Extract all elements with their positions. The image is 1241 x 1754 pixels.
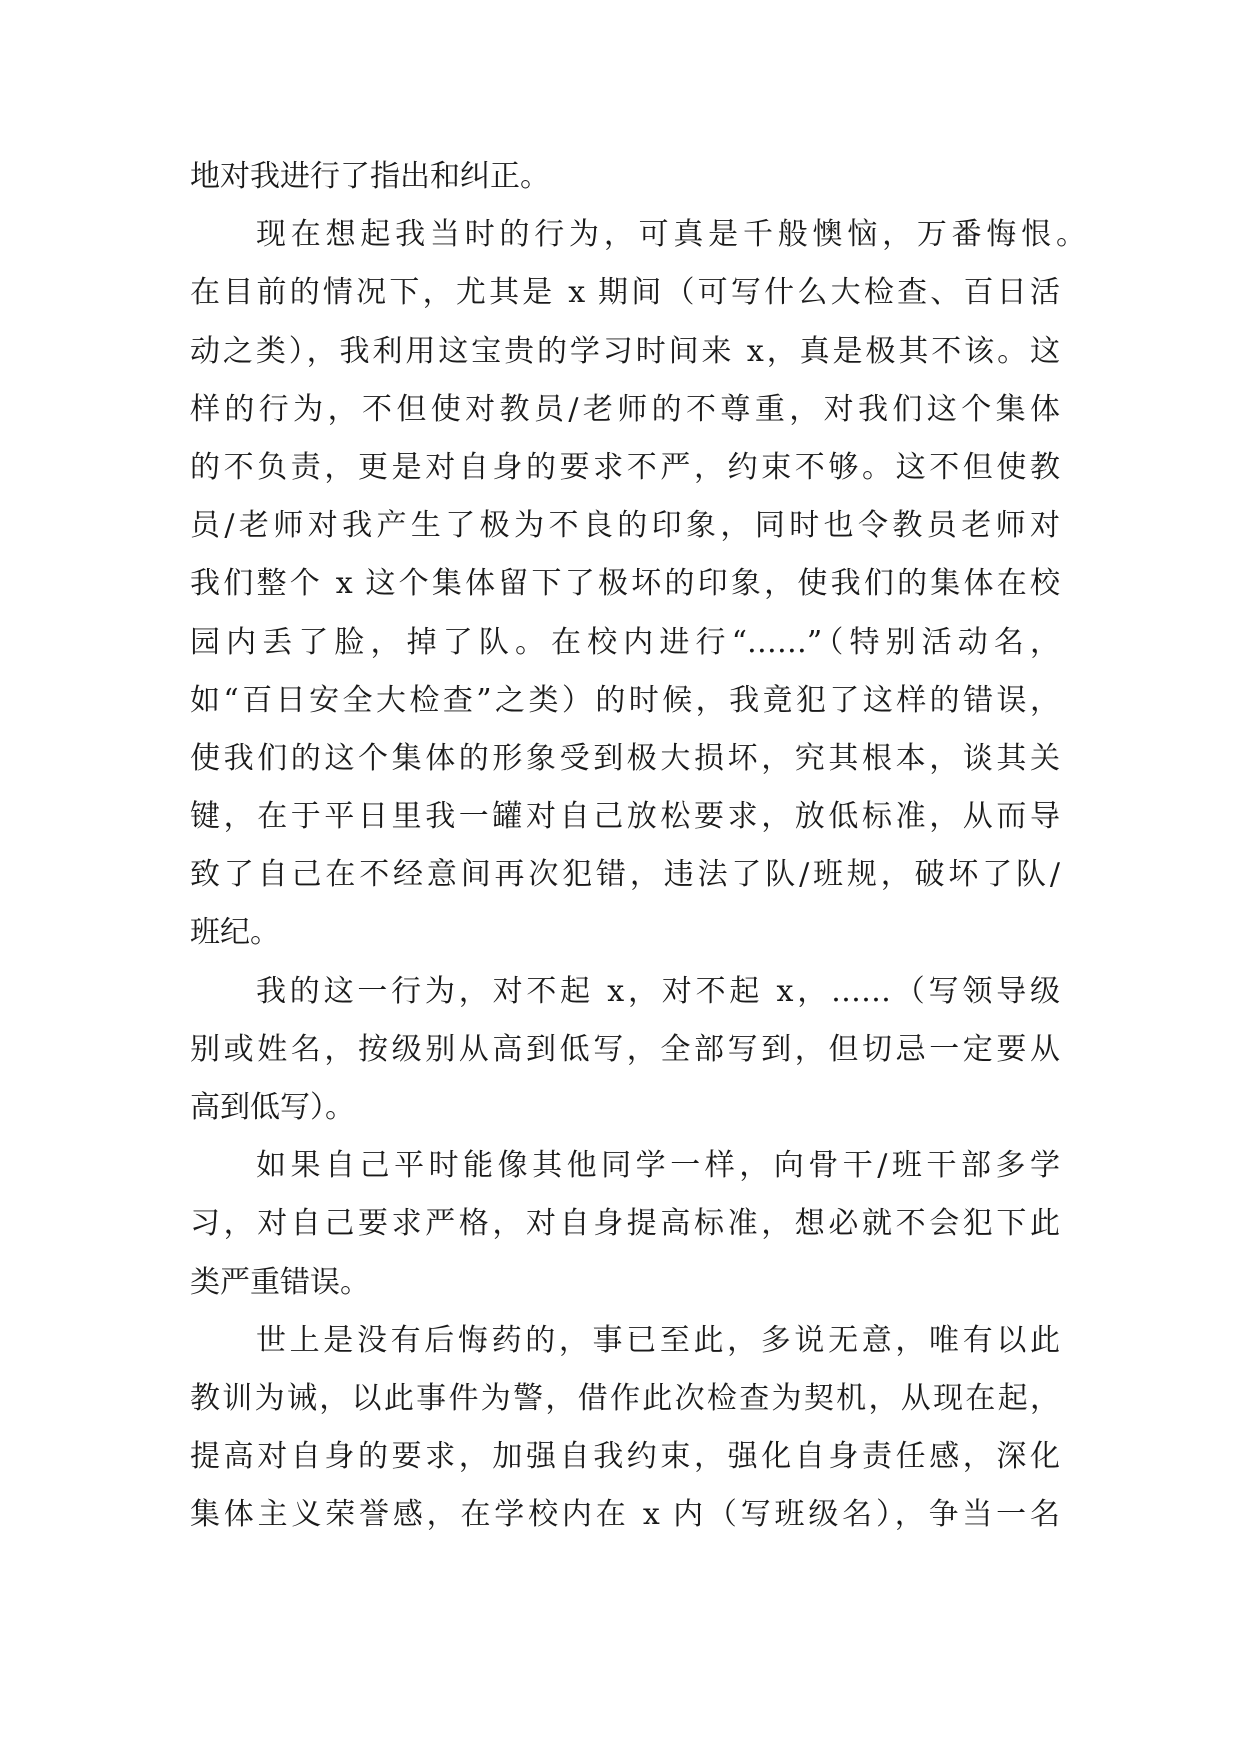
text-line: 如“百日安全大检查”之类）的时候，我竟犯了这样的错误，: [190, 682, 1060, 718]
text-line: 提高对自身的要求，加强自我约束，强化自身责任感，深化: [190, 1439, 1060, 1475]
text-line: 动之类），我利用这宝贵的学习时间来 x，真是极其不该。这: [190, 333, 1060, 369]
text-line: 地对我进行了指出和纠正。: [190, 159, 550, 194]
text-line: 使我们的这个集体的形象受到极大损坏，究其根本，谈其关: [190, 740, 1060, 776]
text-line: 的不负责，更是对自身的要求不严，约束不够。这不但使教: [190, 449, 1060, 485]
text-line: 在目前的情况下，尤其是 x 期间（可写什么大检查、百日活: [190, 275, 1060, 311]
text-line: 集体主义荣誉感，在学校内在 x 内（写班级名），争当一名: [190, 1497, 1060, 1533]
text-line: 班纪。: [190, 915, 280, 951]
text-line: 习，对自己要求严格，对自身提高标准，想必就不会犯下此: [190, 1206, 1060, 1242]
document-body: [190, 157, 1086, 1554]
text-line: 如果自己平时能像其他同学一样，向骨干/班干部多学: [256, 1148, 1060, 1184]
text-line: 我的这一行为，对不起 x，对不起 x，……（写领导级: [256, 973, 1060, 1009]
text-line: 员/老师对我产生了极为不良的印象，同时也令教员老师对: [190, 508, 1060, 544]
text-line: 园内丢了脸，掉了队。在校内进行“……”（特别活动名，: [190, 624, 1060, 660]
text-line: 键，在于平日里我一罐对自己放松要求，放低标准，从而导: [190, 799, 1060, 835]
text-line: 我们整个 x 这个集体留下了极坏的印象，使我们的集体在校: [190, 566, 1060, 602]
text-line: 别或姓名，按级别从高到低写，全部写到，但切忌一定要从: [190, 1031, 1060, 1067]
text-line: 高到低写）。: [190, 1090, 355, 1125]
text-line: 现在想起我当时的行为，可真是千般懊恼，万番悔恨。: [256, 217, 1086, 253]
text-line: 类严重错误。: [190, 1264, 370, 1300]
text-line: 致了自己在不经意间再次犯错，违法了队/班规，破坏了队/: [190, 857, 1060, 893]
text-line: 教训为诫，以此事件为警，借作此次检查为契机，从现在起，: [190, 1380, 1060, 1416]
text-line: 样的行为，不但使对教员/老师的不尊重，对我们这个集体: [190, 391, 1060, 427]
text-line: 世上是没有后悔药的，事已至此，多说无意，唯有以此: [256, 1322, 1060, 1358]
